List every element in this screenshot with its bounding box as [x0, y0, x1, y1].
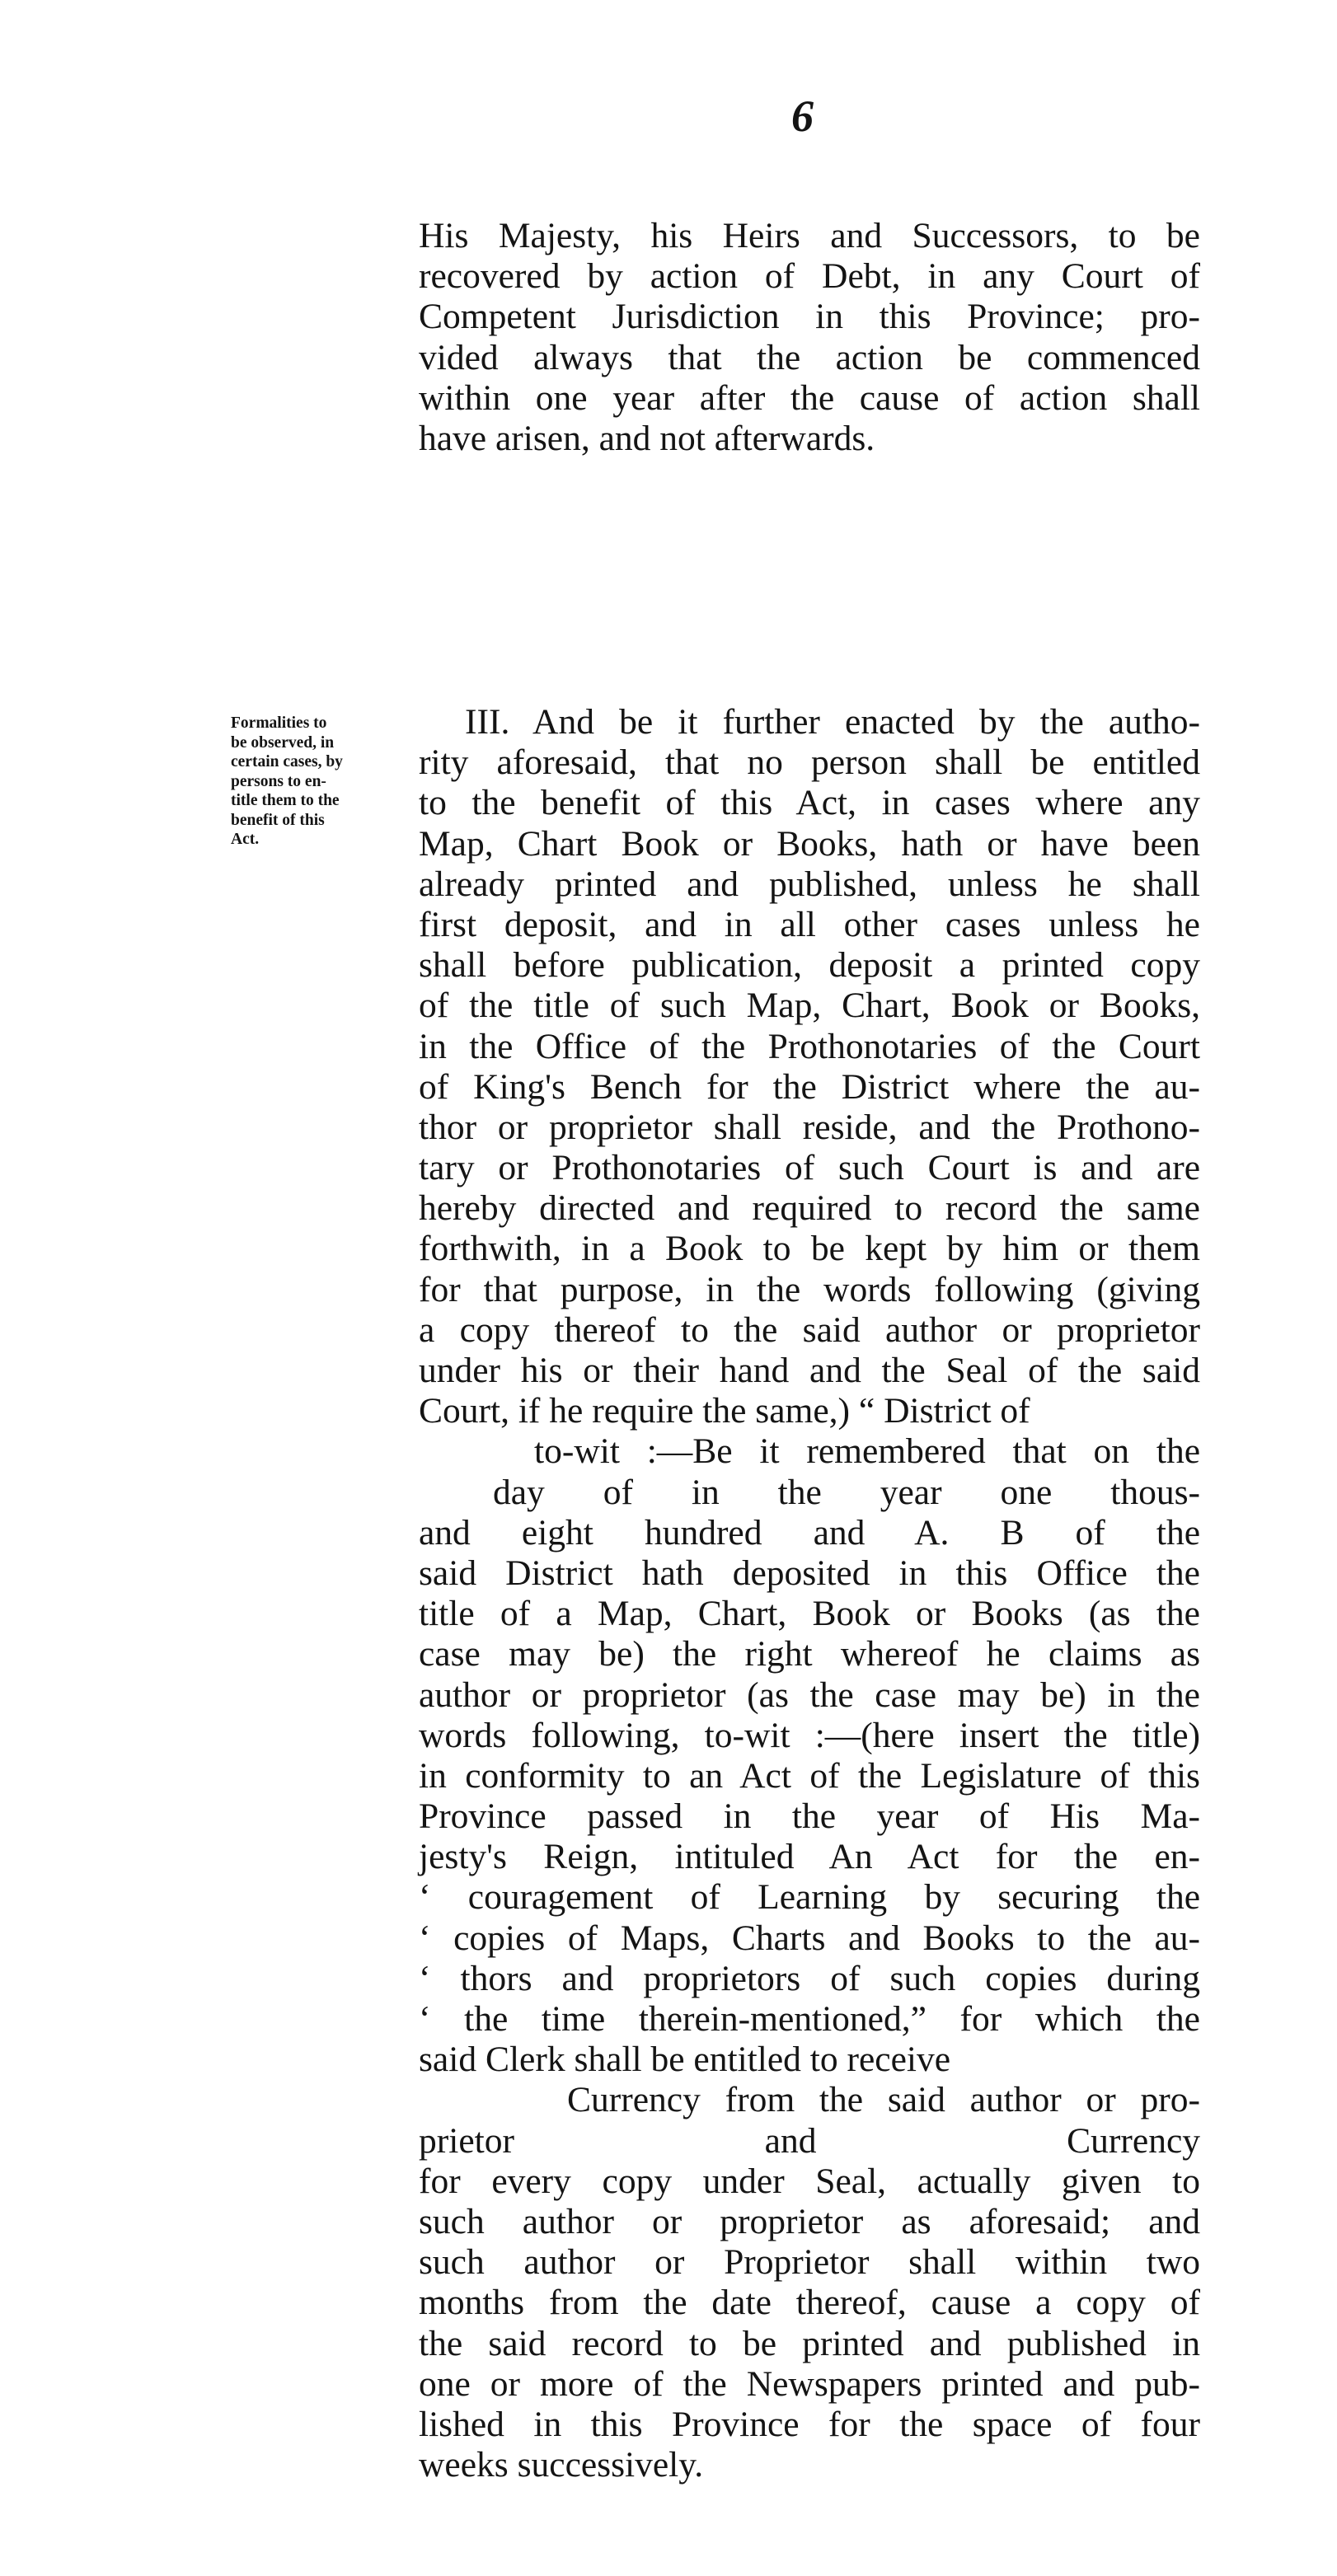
text-line: have arisen, and not afterwards.: [419, 418, 875, 458]
text-line: ‘ couragement of Learning by securing the: [419, 1877, 1200, 1918]
text-line: for every copy under Seal, actually given to: [419, 2161, 1200, 2201]
margin-note-line: persons to en-: [231, 772, 326, 790]
text-line: His Majesty, his Heirs and Successors, to be: [419, 216, 1200, 255]
text-line: in conformity to an Act of the Legislature of this: [419, 1755, 1200, 1796]
text-line: to the benefit of this Act, in cases where any: [419, 783, 1200, 823]
text-line: Province passed in the year of His Ma-: [419, 1796, 1200, 1837]
text-line: one or more of the Newspapers printed and pub-: [419, 2363, 1200, 2404]
text-line: forthwith, in a Book to be kept by him or them: [419, 1229, 1200, 1269]
text-line: said District hath deposited in this Office the: [419, 1553, 1200, 1593]
text-line: hereby directed and required to record the same: [419, 1188, 1200, 1229]
text-line: Map, Chart Book or Books, hath or have been: [419, 823, 1200, 864]
text-line: under his or their hand and the Seal of the said: [419, 1351, 1200, 1390]
text-line: ‘ the time therein-mentioned,” for which the: [419, 1999, 1200, 2039]
text-line: rity aforesaid, that no person shall be entitled: [419, 742, 1200, 783]
text-line: in the Office of the Prothonotaries of the Court: [419, 1026, 1200, 1066]
text-line: first deposit, and in all other cases unless he: [419, 904, 1200, 944]
text-line: jesty's Reign, intituled An Act for the en-: [419, 1837, 1200, 1877]
text-line: to-wit :—Be it remembered that on the: [534, 1431, 1200, 1472]
text-line: tary or Prothonotaries of such Court is and are: [419, 1148, 1200, 1188]
text-line: ‘ copies of Maps, Charts and Books to the au-: [419, 1918, 1200, 1958]
text-line: for that purpose, in the words following (giving: [419, 1269, 1200, 1309]
text-line: lished in this Province for the space of four: [419, 2404, 1200, 2444]
text-line: recovered by action of Debt, in any Court of: [419, 256, 1200, 297]
text-line: thor or proprietor shall reside, and the Prothono-: [419, 1107, 1200, 1147]
text-line: weeks successively.: [419, 2445, 704, 2485]
continued-paragraph: [419, 216, 1200, 459]
text-line: III. And be it further enacted by the autho-: [465, 702, 1200, 742]
page-number: 6: [791, 91, 814, 141]
text-line: a copy thereof to the said author or proprietor: [419, 1309, 1200, 1350]
text-line: vided always that the action be commenced: [419, 337, 1200, 377]
text-line: of King's Bench for the District where the au-: [419, 1066, 1200, 1107]
margin-note-line: benefit of this: [231, 811, 325, 829]
text-line: Court, if he require the same,) “ District of: [419, 1391, 1030, 1431]
text-line: Competent Jurisdiction in this Province; pro-: [419, 297, 1200, 337]
text-line: within one year after the cause of action shall: [419, 377, 1200, 418]
text-line: day of in the year one thous-: [493, 1472, 1200, 1512]
text-line: title of a Map, Chart, Book or Books (as the: [419, 1594, 1200, 1634]
text-line: the said record to be printed and published in: [419, 2323, 1200, 2363]
text-line: shall before publication, deposit a printed copy: [419, 945, 1200, 986]
text-line: of the title of such Map, Chart, Book or Books,: [419, 986, 1200, 1026]
text-line: and eight hundred and A. B of the: [419, 1512, 1200, 1553]
margin-note-line: certain cases, by: [231, 753, 343, 770]
margin-note-line: be observed, in: [231, 733, 335, 752]
text-line: author or proprietor (as the case may be) in the: [419, 1674, 1200, 1715]
text-line: case may be) the right whereof he claims as: [419, 1634, 1200, 1674]
text-line: already printed and published, unless he shall: [419, 864, 1200, 904]
text-line: said Clerk shall be entitled to receive: [419, 2040, 951, 2080]
text-line: words following, to-wit :—(here insert the title): [419, 1715, 1200, 1755]
text-line: Currency from the said author or pro-: [567, 2080, 1200, 2120]
text-line: prietor and Currency: [419, 2120, 1200, 2161]
text-line: such author or proprietor as aforesaid; and: [419, 2201, 1200, 2241]
text-line: such author or Proprietor shall within two: [419, 2242, 1200, 2283]
section-three: [419, 702, 1200, 2485]
margin-note: [231, 714, 408, 850]
margin-note-line: title them to the: [231, 792, 340, 809]
text-line: months from the date thereof, cause a copy of: [419, 2283, 1200, 2323]
margin-note-line: Act.: [231, 831, 260, 848]
text-line: ‘ thors and proprietors of such copies during: [419, 1958, 1200, 1998]
margin-note-line: Formalities to: [231, 714, 327, 732]
